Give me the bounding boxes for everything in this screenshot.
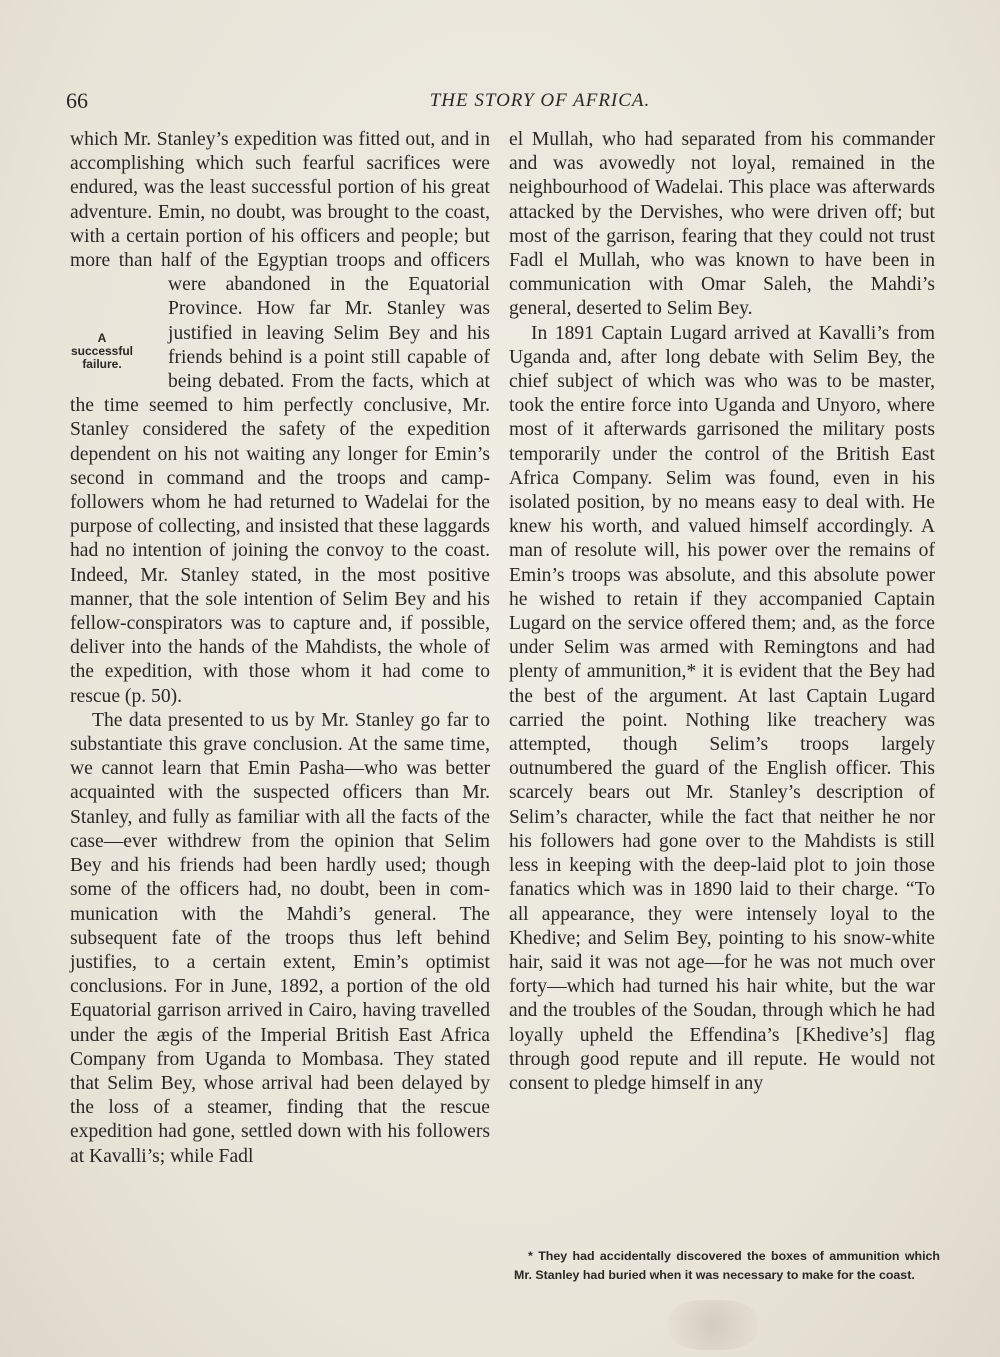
- paragraph: The data presented to us by Mr. Stanley go far to substantiate this grave conclusion. At the same time, we cannot learn that Emin Pasha—who was better acquainted with the suspected officers than Mr. Stanley, and fully as familiar with all the facts of the case—ever withdrew from the opinion that Selim Bey and his friends had been hardly used; though some of the officers had, no doubt, been in communication with the Mahdi’s general. The subsequent fate of the troops thus left behind justifies, to a certain extent, Emin’s optimist conclusions. For in June, 1892, a portion of the old Equatorial garrison arrived in Cairo, having travelled under the ægis of the Imperial British East Africa Company from Uganda to Mombasa. They stated that Selim Bey, whose arrival had been delayed by the loss of a steamer, finding that the rescue expedition had gone, settled down with his followers at Kavalli’s; while Fadl: [70, 709, 490, 1167]
- running-title: THE STORY OF AFRICA.: [429, 90, 651, 111]
- right-column: [509, 128, 935, 1096]
- footnote: * They had accidentally discovered the boxes of ammunition which Mr. Stanley had buried when it was necessary to make for the coast.: [514, 1249, 940, 1282]
- marginal-note-line: failure.: [82, 357, 122, 371]
- marginal-note-space: [70, 299, 168, 371]
- paragraph: el Mullah, who had separated from his commander and was avowedly not loyal, remained in the neighbourhood of Wadelai. This place was afterwards attacked by the Dervishes, who were driven off; but most of the garrison, fearing that they could not trust Fadl el Mullah, who was known to have been in communication with Omar Saleh, the Mahdi’s general, deserted to Selim Bey.: [509, 129, 935, 320]
- left-column: [70, 128, 490, 1169]
- paragraph: which Mr. Stanley’s expedition was fitted out, and in accomplishing which such fearful sacrifices were endured, was the least successful portion of his great adventure. Emin, no doubt, was brought to the coast, with a certain portion of his officers and people; but more than half of the Egyptian troops and officers were abandoned in the Equatorial Province. How far Mr. Stanley was justified in leaving Selim Bey and his friends behind is a point still capable of being debated. From the facts, which at the time seemed to him perfectly conclusive, Mr. Stanley considered the safety of the expedition dependent on his not waiting any longer for Emin’s second in command and the troops and camp-followers whom he had returned to Wadelai for the purpose of collecting, and insisted that these laggards had no intention of joining the convoy to the coast. Indeed, Mr. Stanley stated, in the most positive manner, that the sole intention of Selim Bey and his fellow-conspirators was to capture and, if possible, deliver into the hands of the Mahdists, the whole of the expedition, with those whom it had come to rescue (p. 50).: [70, 129, 490, 707]
- marginal-note-line: A successful: [70, 331, 134, 358]
- paper-stain: [668, 1300, 758, 1350]
- paragraph: In 1891 Captain Lugard arrived at Kavalli’s from Uganda and, after long debate with Selim Bey, the chief subject of which was who was to be master, took the entire force into Uganda and Unyoro, where most of it afterwards garrisoned the military posts temporarily under the control of the British East Africa Company. Selim was found, even in his isolated position, by no means easy to deal with. He knew his worth, and valued himself accordingly. A man of resolute will, his power over the remains of Emin’s troops was absolute, and this absolute power he wished to retain if they accompanied Captain Lugard on the service offered them; and, as the force under Selim was armed with Remingtons and had plenty of ammunition,* it is evident that the Bey had the best of the argument. At last Captain Lugard carried the point. Nothing like treachery was attempted, though Selim’s troops largely outnumbered the guard of the English officer. This scarcely bears out Mr. Stanley’s description of Selim’s character, while the fact that neither he nor his followers had gone over to the Mahdists is still less in keeping with the deep-laid plot to join those fanatics which was in 1890 laid to their charge. “To all appearance, they were intensely loyal to the Khedive; and Selim Bey, pointing to his snow-white hair, said it was not age—for he was not much over forty—which had turned his hair white, but the war and the troubles of the Soudan, through which he had loyally upheld the Effendina’s [Khedive’s] flag through good repute and ill repute. He would not consent to pledge himself in any: [509, 322, 935, 1094]
- page-header: [66, 88, 934, 116]
- page-number: 66: [66, 88, 88, 113]
